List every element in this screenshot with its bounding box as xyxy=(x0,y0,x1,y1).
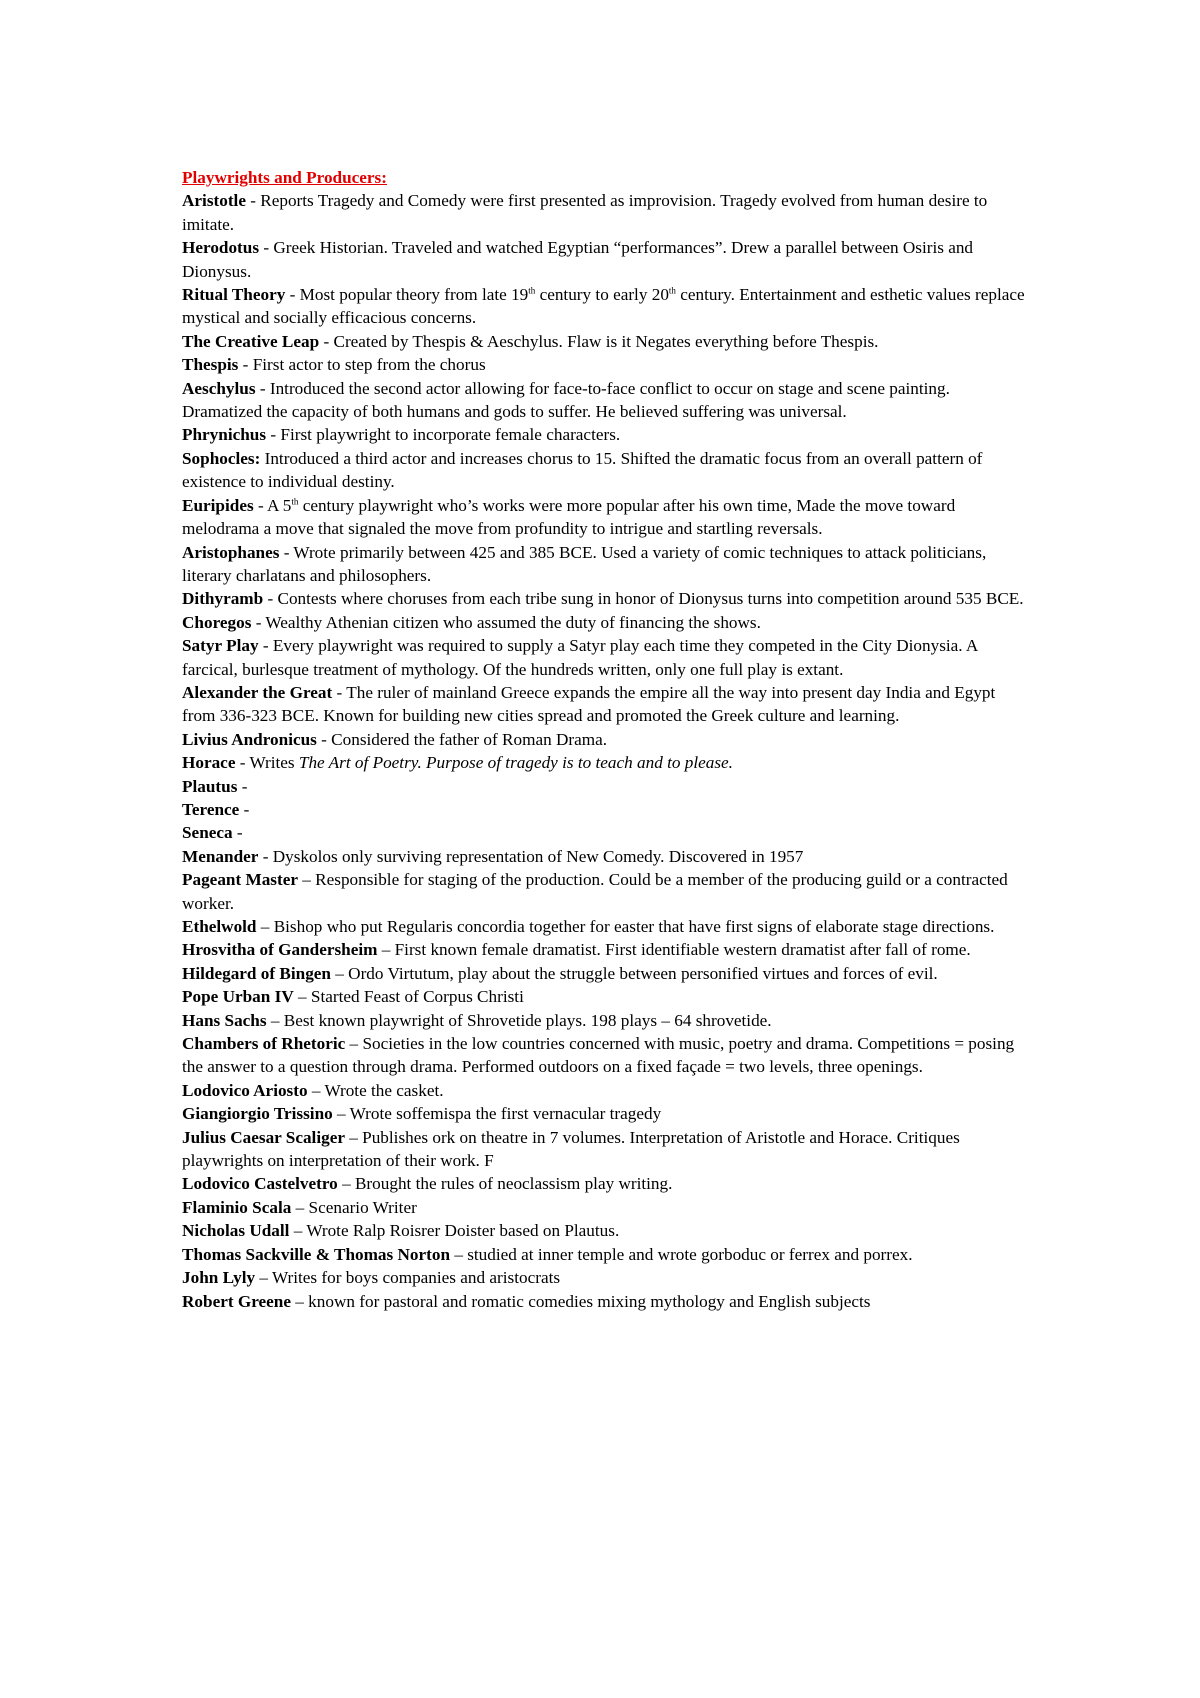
entry-term: Giangiorgio Trissino xyxy=(182,1104,333,1124)
entry-definition: – Wrote the casket. xyxy=(307,1080,444,1100)
list-item xyxy=(182,541,1032,588)
list-item xyxy=(182,985,1032,1008)
entry-term: Satyr Play xyxy=(182,636,259,656)
entry-definition: - Wealthy Athenian citizen who assumed the duty of financing the shows. xyxy=(251,612,761,632)
entry-term: Nicholas Udall xyxy=(182,1221,290,1241)
entry-term: Ethelwold xyxy=(182,917,257,936)
entry-term: Ritual Theory xyxy=(182,285,286,305)
entry-term: Euripides xyxy=(182,495,254,515)
entry-definition: – Wrote soffemispa the first vernacular tragedy xyxy=(332,1104,662,1124)
entry-term: Plautus xyxy=(182,776,238,796)
entry-definition: - Most popular theory from late 19th century to early 20th century. Entertainment and esthetic values replace mystical and socially efficacious concerns. xyxy=(182,285,1025,328)
list-item xyxy=(182,330,1032,353)
entry-definition: - xyxy=(232,823,243,843)
list-item xyxy=(182,751,1032,774)
list-item xyxy=(182,1032,1032,1079)
list-item xyxy=(182,353,1032,376)
list-item xyxy=(182,1009,1032,1032)
list-item xyxy=(182,236,1032,283)
entry-term: Flaminio Scala xyxy=(182,1197,292,1217)
entry-term: Hildegard of Bingen xyxy=(182,963,331,983)
list-item xyxy=(182,868,1032,915)
list-item xyxy=(182,1102,1032,1125)
list-item xyxy=(182,611,1032,634)
entry-term: Seneca xyxy=(182,823,233,843)
entry-term: Sophocles: xyxy=(182,448,261,468)
entry-definition: – Publishes ork on theatre in 7 volumes. Interpretation of Aristotle and Horace. Critiques playwrights on interpretation of their work. F xyxy=(182,1127,960,1171)
list-item xyxy=(182,1219,1032,1242)
entry-term: Robert Greene xyxy=(182,1291,291,1311)
entry-definition: – studied at inner temple and wrote gorboduc or ferrex and porrex. xyxy=(450,1244,913,1264)
list-item xyxy=(182,634,1032,681)
list-item xyxy=(182,494,1032,541)
entry-definition: – Writes for boys companies and aristocrats xyxy=(255,1268,561,1288)
list-item xyxy=(182,587,1032,610)
entry-term: Hans Sachs xyxy=(182,1010,267,1030)
entry-term: Chambers of Rhetoric xyxy=(182,1034,346,1054)
entry-term: Thespis xyxy=(182,355,239,375)
entry-definition: - Reports Tragedy and Comedy were first presented as improvision. Tragedy evolved from human desire to imitate. xyxy=(182,191,988,234)
entry-term: Dithyramb xyxy=(182,589,264,609)
entry-definition: – First known female dramatist. First identifiable western dramatist after fall of rome. xyxy=(377,940,971,960)
list-item xyxy=(182,821,1032,844)
entry-term: Hrosvitha of Gandersheim xyxy=(182,940,378,960)
entry-definition: - A 5th century playwright who’s works were more popular after his own time, Made the move toward melodrama a move that signaled the move from profundity to intrigue and startling reversals. xyxy=(182,495,956,539)
entry-definition: – Scenario Writer xyxy=(291,1197,417,1217)
entry-term: Pope Urban IV xyxy=(182,987,294,1007)
entry-term: Aristophanes xyxy=(182,542,280,562)
entry-definition: - First playwright to incorporate female characters. xyxy=(266,425,621,445)
list-item xyxy=(182,1243,1032,1266)
document-page xyxy=(182,166,1032,1313)
list-item xyxy=(182,915,1032,938)
list-item xyxy=(182,775,1032,798)
entry-term: John Lyly xyxy=(182,1268,256,1288)
entry-term: Lodovico Castelvetro xyxy=(182,1174,338,1194)
entry-definition: – Ordo Virtutum, play about the struggle between personified virtues and forces of evil. xyxy=(330,963,938,983)
list-item xyxy=(182,845,1032,868)
entry-definition: - Wrote primarily between 425 and 385 BCE. Used a variety of comic techniques to attack politicians, literary charlatans and philosophers. xyxy=(182,542,987,585)
entry-definition: - Greek Historian. Traveled and watched Egyptian “performances”. Drew a parallel between Osiris and Dionysus. xyxy=(182,238,974,281)
entry-term: Phrynichus xyxy=(182,425,267,445)
entry-term: Choregos xyxy=(182,612,252,632)
entry-definition: – Responsible for staging of the production. Could be a member of the producing guild or a contracted worker. xyxy=(182,870,1008,913)
entry-term: Horace xyxy=(182,753,236,773)
entry-term: Lodovico Ariosto xyxy=(182,1080,308,1100)
list-item xyxy=(182,189,1032,236)
entry-term: Terence xyxy=(182,799,240,819)
entry-term: Aristotle xyxy=(182,191,246,211)
list-item xyxy=(182,1126,1032,1173)
entry-definition: – known for pastoral and romatic comedies mixing mythology and English subjects xyxy=(290,1291,871,1311)
entry-definition: – Brought the rules of neoclassism play writing. xyxy=(337,1174,673,1194)
entry-term: Menander xyxy=(182,846,259,866)
entry-italic-text: The Art of Poetry. Purpose of tragedy is to teach and to please. xyxy=(298,753,733,773)
list-item xyxy=(182,447,1032,494)
entry-definition: - Writes xyxy=(235,753,299,773)
list-item xyxy=(182,1079,1032,1102)
list-item xyxy=(182,728,1032,751)
list-item xyxy=(182,1290,1032,1313)
entry-definition: – Best known playwright of Shrovetide plays. 198 plays – 64 shrovetide. xyxy=(266,1010,772,1030)
entry-term: Julius Caesar Scaliger xyxy=(182,1127,345,1147)
entry-term: The Creative Leap xyxy=(182,331,320,351)
entry-term: Aeschylus xyxy=(182,378,256,398)
list-item xyxy=(182,962,1032,985)
entry-definition: - Every playwright was required to supply a Satyr play each time they competed in the City Dionysia. A farcical, burlesque treatment of mythology. Of the hundreds written, only one full play is extant. xyxy=(182,636,978,679)
entry-definition: - xyxy=(237,776,248,796)
section-heading: Playwrights and Producers: xyxy=(182,168,387,187)
entry-term: Thomas Sackville & Thomas Norton xyxy=(182,1244,451,1264)
entry-definition: - Created by Thespis & Aeschylus. Flaw is it Negates everything before Thespis. xyxy=(319,331,879,351)
entry-definition: - First actor to step from the chorus xyxy=(238,355,486,375)
list-item xyxy=(182,798,1032,821)
entry-term: Alexander the Great xyxy=(182,682,333,702)
list-item xyxy=(182,377,1032,424)
entry-definition: - Contests where choruses from each tribe sung in honor of Dionysus turns into competition around 535 BCE. xyxy=(263,589,1024,609)
list-item xyxy=(182,283,1032,330)
entry-definition: - Dyskolos only surviving representation of New Comedy. Discovered in 1957 xyxy=(258,846,804,866)
list-item xyxy=(182,938,1032,961)
entry-term: Herodotus xyxy=(182,238,260,258)
entry-definition: – Started Feast of Corpus Christi xyxy=(293,987,524,1007)
entry-list xyxy=(182,189,1032,1313)
entry-definition: - Introduced the second actor allowing for face-to-face conflict to occur on stage and scene painting. Dramatized the capacity of both humans and gods to suffer. He believed suffering was universal. xyxy=(182,378,950,422)
list-item xyxy=(182,1266,1032,1289)
list-item xyxy=(182,681,1032,728)
entry-definition: - xyxy=(239,799,250,819)
list-item xyxy=(182,423,1032,446)
list-item xyxy=(182,1196,1032,1219)
entry-definition: Introduced a third actor and increases chorus to 15. Shifted the dramatic focus from an overall pattern of existence to individual destiny. xyxy=(182,448,983,492)
entry-definition: – Societies in the low countries concerned with music, poetry and drama. Competitions = posing the answer to a question through drama. Performed outdoors on a fixed façade = two levels, three openings. xyxy=(182,1034,1015,1077)
entry-definition: - The ruler of mainland Greece expands the empire all the way into present day India and Egypt from 336-323 BCE. Known for building new cities spread and promoted the Greek culture and learning. xyxy=(182,682,996,726)
entry-term: Pageant Master xyxy=(182,870,298,890)
entry-definition: – Bishop who put Regularis concordia together for easter that have first signs of elaborate stage directions. xyxy=(256,917,995,936)
entry-definition: - Considered the father of Roman Drama. xyxy=(316,729,608,749)
list-item xyxy=(182,1172,1032,1195)
entry-term: Livius Andronicus xyxy=(182,729,317,749)
entry-definition: – Wrote Ralp Roisrer Doister based on Plautus. xyxy=(289,1221,620,1241)
